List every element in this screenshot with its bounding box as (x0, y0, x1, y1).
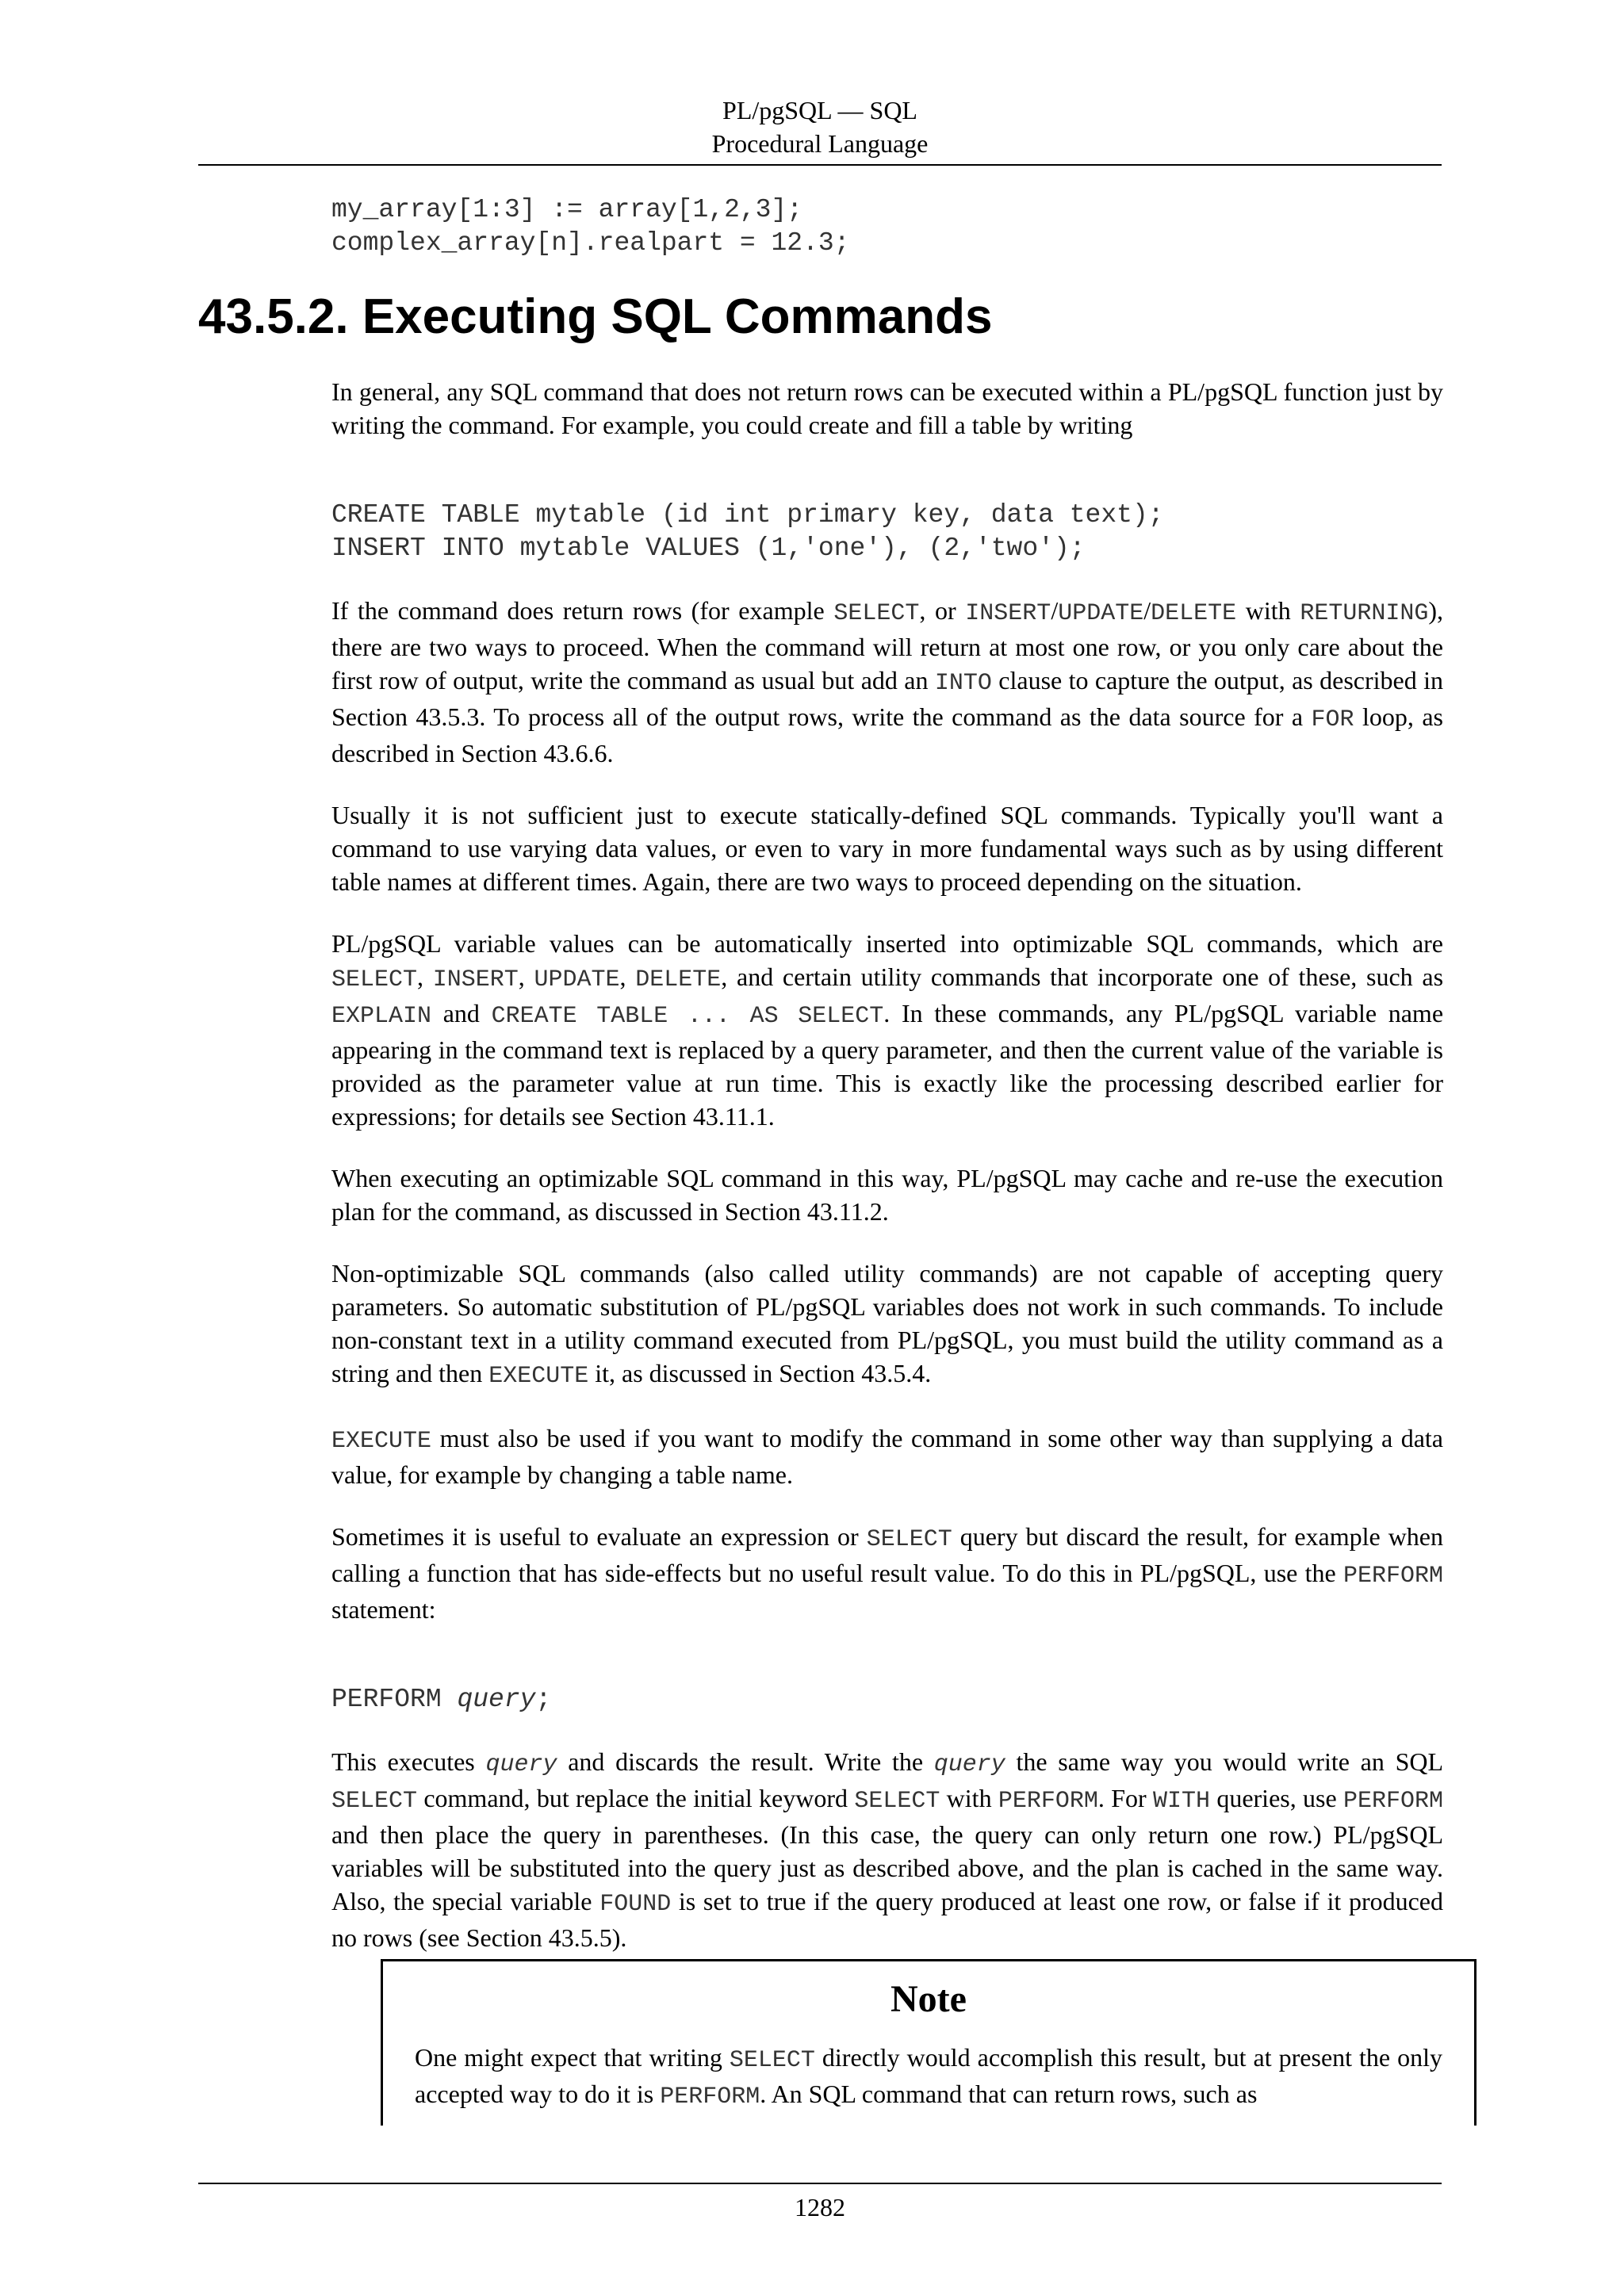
header-divider (198, 164, 1442, 166)
code-line: my_array[1:3] := array[1,2,3]; (331, 195, 803, 224)
paragraph-perform-details: This executes query and discards the result. Write the query the same way you would write an SQL SELECT command, but replace the initial keyword SELECT with PERFORM. For WITH queries, use PERFORM and then place the query in parentheses. (In this case, the query can only return one row.) PL/pgSQL variables will be substituted into the query just as described above, and the plan is cached in the same way. Also, the special variable FOUND is set to true if the query produced at least one row, or false if it produced no rows (see Section 43.5.5). (331, 1747, 1444, 1952)
section-title: 43.5.2. Executing SQL Commands (198, 289, 993, 344)
code-line: complex_array[n].realpart = 12.3; (331, 228, 850, 258)
paragraph-non-optimizable: Non-optimizable SQL commands (also called utility commands) are not capable of accepting query parameters. So automatic substitution of PL/pgSQL variables does not work in such commands. To include non-constant text in a utility command executed from PL/pgSQL, you must build the utility command as a string and then EXECUTE it, as discussed in Section 43.5.4. (331, 1259, 1443, 1390)
code-line: INSERT INTO mytable VALUES (1,'one'), (2,'two'); (331, 534, 1086, 563)
running-header-line1: PL/pgSQL — SQL (722, 96, 917, 124)
paragraph-optimizable: PL/pgSQL variable values can be automatically inserted into optimizable SQL commands, which are SELECT, INSERT, UPDATE, DELETE, and certain utility commands that incorporate one of these, such as EXPLAIN and CREATE TABLE ... AS SELECT. In these commands, any PL/pgSQL variable name appearing in the command text is replaced by a query parameter, and then the current value of the variable is provided as the parameter value at run time. This is exactly like the processing described earlier for expressions; for details see Section 43.11.1. (331, 929, 1444, 1131)
paragraph-static-commands: Usually it is not sufficient just to execute statically-defined SQL commands. Typically you'll want a command to use varying data values, or even to vary in more fundamental ways such as by using different table names at different times. Again, there are two ways to proceed depending on the situation. (331, 801, 1443, 896)
section-body (331, 375, 1443, 1983)
footer-divider (198, 2183, 1442, 2184)
paragraph-execute: EXECUTE must also be used if you want to modify the command in some other way than supplying a data value, for example by changing a table name. (331, 1424, 1443, 1489)
page-number: 1282 (795, 2193, 845, 2221)
code-block-create-table (331, 470, 1443, 565)
running-header (198, 94, 1442, 160)
code-line: CREATE TABLE mytable (id int primary key, data text); (331, 500, 1164, 530)
paragraph-plan-cache: When executing an optimizable SQL command in this way, PL/pgSQL may cache and re-use the execution plan for the command, as discussed in Section 43.11.2. (331, 1164, 1443, 1226)
running-header-line2: Procedural Language (711, 129, 929, 158)
paragraph-perform-intro: Sometimes it is useful to evaluate an expression or SELECT query but discard the result, for example when calling a function that has side-effects but no useful result value. To do this in PL/pgSQL, use the PERFORM statement: (331, 1522, 1444, 1624)
top-code-block (331, 193, 1443, 260)
code-line: PERFORM query; (331, 1685, 552, 1714)
note-admonition (381, 1959, 1477, 2126)
note-title: Note (891, 1978, 967, 2020)
note-text: One might expect that writing SELECT directly would accomplish this result, but at present the only accepted way to do it is PERFORM. An SQL command that can return rows, such as (415, 2043, 1443, 2110)
paragraph-returning-rows: If the command does return rows (for example SELECT, or INSERT/UPDATE/DELETE with RETURNING), there are two ways to proceed. When the command will return at most one row, or you only care about the first row of output, write the command as usual but add an INTO clause to capture the output, as described in Section 43.5.3. To process all of the output rows, write the command as the data source for a FOR loop, as described in Section 43.6.6. (331, 596, 1444, 767)
code-block-perform (331, 1655, 1443, 1716)
paragraph-intro: In general, any SQL command that does not return rows can be executed within a PL/pgSQL function just by writing the command. For example, you could create and fill a table by writing (331, 377, 1443, 439)
